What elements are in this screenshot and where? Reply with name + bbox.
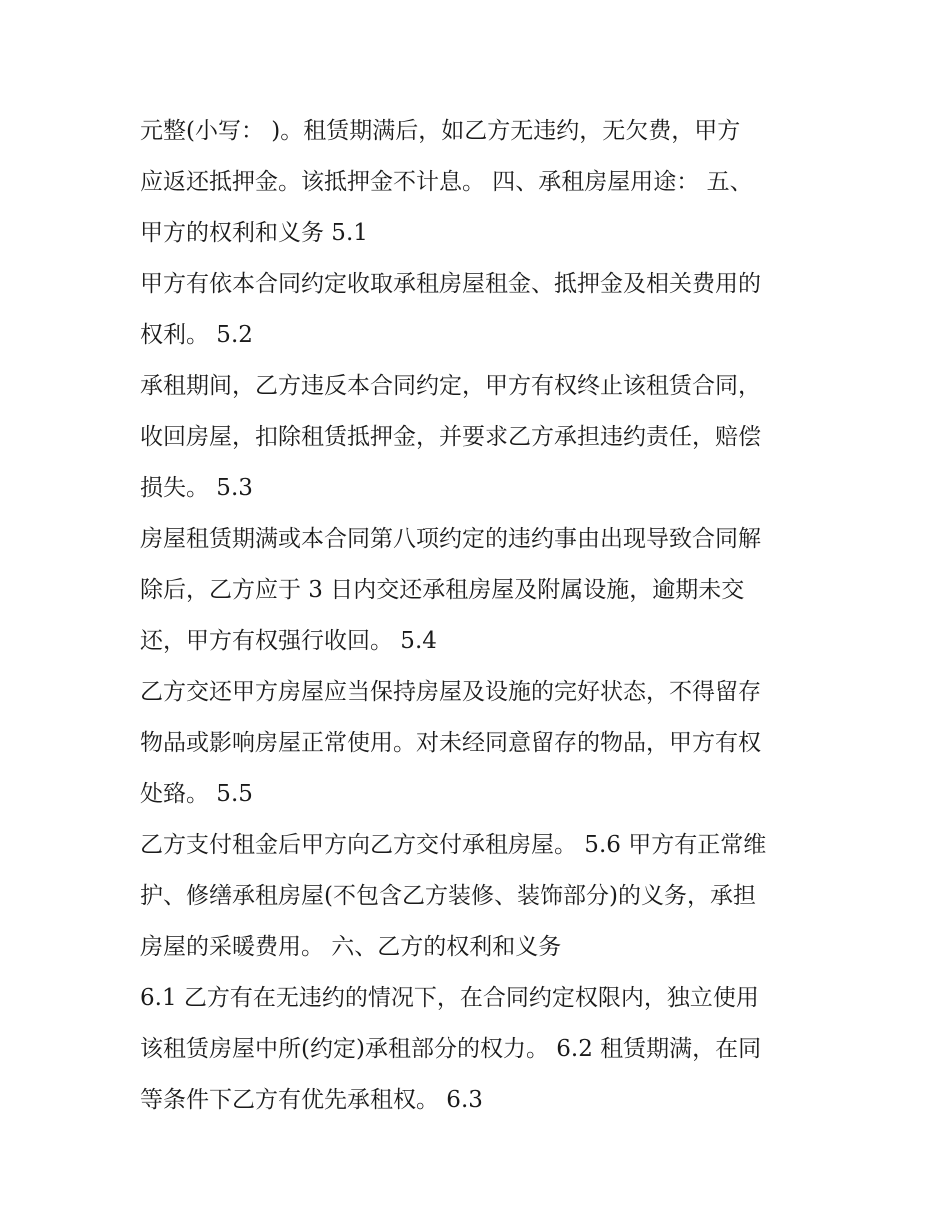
text-line: 房屋的采暖费用。 六、乙方的权利和义务 [140,934,562,960]
text-line: 房屋租赁期满或本合同第八项约定的违约事由出现导致合同解 [140,526,761,552]
text-line: 收回房屋，扣除租赁抵押金，并要求乙方承担违约责任，赔偿 [140,424,761,450]
text-line: 乙方支付租金后甲方向乙方交付承租房屋。 5.6 甲方有正常维 [140,832,767,858]
text-line: 乙方交还甲方房屋应当保持房屋及设施的完好状态，不得留存 [140,679,761,705]
text-line: 应返还抵押金。该抵押金不计息。 四、承租房屋用途： 五、 [140,169,753,195]
text-line: 该租赁房屋中所(约定)承租部分的权力。 6.2 租赁期满，在同 [140,1036,762,1062]
text-line: 承租期间，乙方违反本合同约定，甲方有权终止该租赁合同， [140,373,761,399]
text-line: 甲方的权利和义务 5.1 [140,220,368,246]
text-line: 损失。 5.3 [140,475,253,501]
text-line: 权利。 5.2 [140,322,253,348]
text-line: 护、修缮承租房屋(不包含乙方装修、装饰部分)的义务，承担 [140,883,756,909]
text-line: 等条件下乙方有优先承租权。 6.3 [140,1087,483,1113]
text-line: 元整(小写： )。租赁期满后，如乙方无违约，无欠费，甲方 [140,118,741,144]
text-line: 除后，乙方应于 3 日内交还承租房屋及附属设施，逾期未交 [140,577,745,603]
text-line: 还，甲方有权强行收回。 5.4 [140,628,437,654]
text-line: 甲方有依本合同约定收取承租房屋租金、抵押金及相关费用的 [140,271,761,297]
text-line: 处臵。 5.5 [140,781,253,807]
text-line: 6.1 乙方有在无违约的情况下，在合同约定权限内，独立使用 [140,985,759,1011]
text-line: 物品或影响房屋正常使用。对未经同意留存的物品，甲方有权 [140,730,761,756]
contract-text [140,106,830,1126]
